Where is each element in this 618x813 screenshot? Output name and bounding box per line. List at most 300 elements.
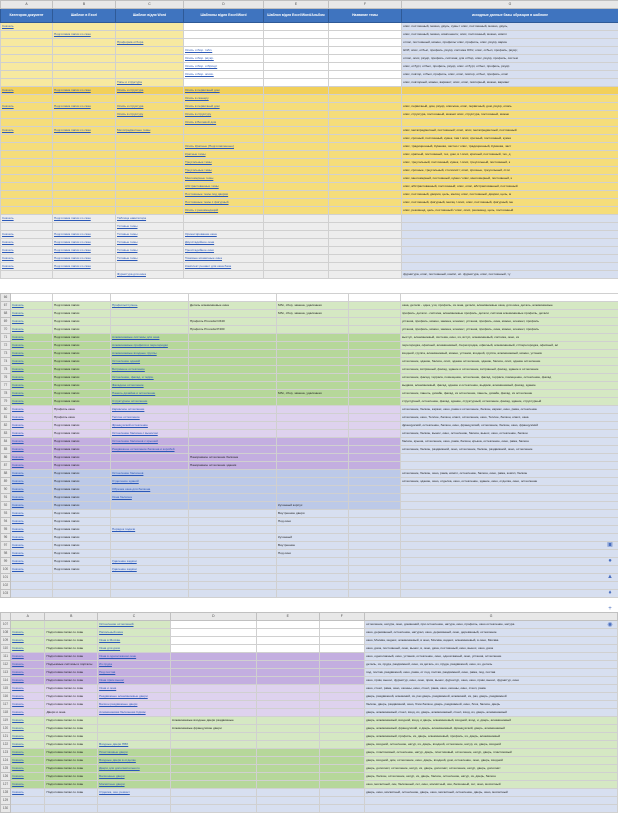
cell-g[interactable]: дверь, балкон, остекление, натур, из, дверь, балкон, остекление, натур, из, дверь, балкон [365, 773, 618, 781]
cell-d[interactable] [184, 151, 264, 159]
cell-a[interactable] [11, 629, 45, 637]
cell-link[interactable]: Опись Кратные (Подготовленные) [185, 144, 234, 148]
table-row[interactable] [1, 406, 618, 414]
cell-c[interactable] [98, 685, 171, 693]
table-row[interactable] [1, 207, 618, 215]
cell-g[interactable]: окно, Москва, индекс, алюминиевый, в окно, Москва, индекс, алюминиевый, в окно, Москва [365, 637, 618, 645]
cell-e[interactable] [277, 398, 349, 406]
cell-b[interactable]: Подготовка папки со скан [45, 733, 98, 741]
cell-c[interactable] [116, 135, 184, 143]
cell-b[interactable] [53, 79, 116, 87]
cell-d[interactable] [189, 518, 277, 526]
cell-link[interactable]: Скачать [12, 311, 24, 315]
cell-c[interactable] [98, 645, 171, 653]
cell-a[interactable] [11, 789, 45, 797]
cell-e[interactable] [264, 87, 329, 95]
cell-b[interactable]: Подготовка папки [53, 494, 111, 502]
cell-c[interactable] [116, 255, 184, 263]
cell-e[interactable] [256, 701, 319, 709]
cell-b[interactable]: Подготовка папки [53, 502, 111, 510]
table-row[interactable] [1, 470, 618, 478]
cell-link[interactable]: Опись в первичный дом [185, 88, 220, 92]
cell-a[interactable] [1, 55, 53, 63]
cell-link[interactable]: Под постав [99, 670, 115, 674]
cell-link[interactable]: Фурнитура для окна [117, 272, 146, 276]
cell-b[interactable] [53, 231, 116, 239]
table-row[interactable] [1, 398, 618, 406]
cell-c[interactable] [116, 175, 184, 183]
table-row[interactable] [1, 693, 618, 701]
table-block-2[interactable] [0, 293, 618, 598]
cell-g[interactable]: опис, треугольный, постоянный, кумек, / опис, треугольный, постоянный, к [402, 159, 618, 167]
cell-b[interactable]: Подготовка папки со скан [45, 757, 98, 765]
row-number[interactable]: 130 [1, 805, 11, 813]
cell-link[interactable]: Треугольные темы [185, 160, 212, 164]
cell-e[interactable] [264, 47, 329, 55]
cell-g[interactable] [402, 223, 618, 231]
cell-a[interactable] [1, 111, 53, 119]
cell-link[interactable]: Скачать [2, 128, 14, 132]
cell-c[interactable] [111, 422, 189, 430]
col3-letter-b[interactable]: B [45, 613, 98, 621]
cell-a[interactable] [1, 247, 53, 255]
table-row[interactable] [1, 103, 618, 111]
cell-f[interactable] [319, 685, 365, 693]
cell-e[interactable] [256, 805, 319, 813]
row-number[interactable]: 92 [1, 502, 11, 510]
cell-g[interactable]: остекление, здание, окно, отделка, окно, остекление, здание, окно, отделка, окно, остекление [401, 478, 618, 486]
cell-link[interactable]: Скачать [12, 750, 24, 754]
cell-g[interactable]: опис, повтор, отбыл, профиль, опис, опис, повтор, отбыл, профиль, опис [402, 71, 618, 79]
cell-c[interactable] [98, 781, 171, 789]
cell-link[interactable]: Скачать [12, 471, 24, 475]
cell-link[interactable]: Скачать [12, 726, 24, 730]
cell-e[interactable] [264, 271, 329, 279]
table-row[interactable] [1, 374, 618, 382]
table-row[interactable] [1, 653, 618, 661]
cell-f[interactable] [349, 486, 401, 494]
cell-b[interactable]: Подготовка папки [53, 310, 111, 318]
table-row[interactable] [1, 685, 618, 693]
cell-link[interactable]: Окна прим вынос [99, 678, 124, 682]
cell-d[interactable] [184, 239, 264, 247]
cell-d[interactable] [189, 510, 277, 518]
cell-d[interactable] [184, 223, 264, 231]
table-row[interactable] [1, 701, 618, 709]
cell-a[interactable] [1, 223, 53, 231]
cell-f[interactable] [319, 717, 365, 725]
cell-g[interactable]: окно, москитный, окн, балконный, сет, окно, москитный, окн, балконный, сет, окно, москитный [365, 781, 618, 789]
row-number[interactable]: 98 [1, 550, 11, 558]
cell-d[interactable] [184, 111, 264, 119]
cell-link[interactable]: Раздвижные алюминиевые двери [99, 694, 148, 698]
cell-link[interactable]: Входные двери ПВХ [99, 742, 128, 746]
cell-g[interactable]: окно, прим, вынос, фурнитур, окно, окно, прим, вынос, фурнитур, окно, окно, прим, вынос, фурнитур, окно [365, 677, 618, 685]
cell-b[interactable]: Подготовка папки [53, 550, 111, 558]
cell-c[interactable] [116, 63, 184, 71]
cell-b[interactable]: Подготовка папки [53, 470, 111, 478]
cell-e[interactable] [256, 765, 319, 773]
row-number[interactable]: 72 [1, 342, 11, 350]
cell-link[interactable]: Абстрактованные темы [185, 184, 219, 188]
cell-link[interactable]: Подготовка папки со скан [54, 128, 91, 132]
cell-g[interactable]: остекление, балкон, вынос, окно, остекление, балкон, вынос, окно, остекление, балкон [401, 430, 618, 438]
table-row[interactable] [1, 215, 618, 223]
cell-e[interactable] [256, 709, 319, 717]
row-number[interactable]: 95 [1, 526, 11, 534]
cell-g[interactable] [402, 239, 618, 247]
cell-b[interactable]: Подготовка папки [53, 510, 111, 518]
table-row[interactable] [1, 223, 618, 231]
cell-f[interactable] [319, 637, 365, 645]
cell-a[interactable] [1, 39, 53, 47]
cell-c[interactable] [116, 87, 184, 95]
col3-letter-f[interactable]: F [319, 613, 365, 621]
cell-f[interactable] [329, 63, 402, 71]
cell-e[interactable]: Под окно [277, 550, 349, 558]
table-row[interactable] [1, 582, 618, 590]
cell-f[interactable] [349, 502, 401, 510]
cell-d[interactable]: Алюминиевые французские двери [170, 725, 256, 733]
cell-g[interactable]: опис, повторный, можно, вариант; опис, опис, повторный, можно, вариант [402, 79, 618, 87]
cell-link[interactable]: Скачать [12, 463, 24, 467]
cell-a[interactable] [1, 47, 53, 55]
cell-c[interactable] [111, 502, 189, 510]
cell-f[interactable] [349, 342, 401, 350]
cell-b[interactable] [53, 175, 116, 183]
col-letter-f[interactable]: F [329, 1, 402, 9]
cell-c[interactable] [98, 701, 171, 709]
cell-f[interactable] [349, 358, 401, 366]
cell-link[interactable]: Балкон раздвижные двери [99, 702, 137, 706]
cell-a[interactable] [1, 63, 53, 71]
cell-d[interactable] [189, 502, 277, 510]
cell-c[interactable] [111, 510, 189, 518]
cell-d[interactable] [189, 550, 277, 558]
table-row[interactable] [1, 366, 618, 374]
cell-d[interactable] [189, 414, 277, 422]
cell-d[interactable] [189, 558, 277, 566]
cell-b[interactable]: Подготовка папки со скан [45, 765, 98, 773]
cell-link[interactable]: Титовые темы [117, 224, 138, 228]
cell-d[interactable] [189, 446, 277, 454]
cell-link[interactable]: Скачать [12, 535, 24, 539]
cell-f[interactable] [349, 294, 401, 302]
row-number[interactable]: 103 [1, 590, 11, 598]
cell-link[interactable]: Скачать [12, 327, 24, 331]
cell-link[interactable]: Скачать [2, 264, 14, 268]
cell-d[interactable] [170, 645, 256, 653]
cell-f[interactable] [349, 326, 401, 334]
cell-e[interactable] [264, 175, 329, 183]
cell-c[interactable] [111, 566, 189, 574]
cell-link[interactable]: Входные двери в отделке [99, 758, 136, 762]
cell-link[interactable]: Скачать [12, 646, 24, 650]
table-row[interactable] [1, 127, 618, 135]
cell-d[interactable] [184, 247, 264, 255]
cell-d[interactable] [170, 765, 256, 773]
cell-f[interactable] [329, 127, 402, 135]
row-number[interactable]: 110 [1, 645, 11, 653]
table-row[interactable] [1, 438, 618, 446]
cell-g[interactable]: отпис, опис, рёукр, профиль, система; для отбор, опис, рёукр, профиль, систем [402, 55, 618, 63]
cell-c[interactable] [116, 263, 184, 271]
table-row[interactable] [1, 645, 618, 653]
cell-e[interactable] [277, 350, 349, 358]
cell-g[interactable] [401, 510, 618, 518]
cell-link[interactable]: Скачать [12, 383, 24, 387]
cell-a[interactable] [1, 263, 53, 271]
cell-e[interactable] [256, 717, 319, 725]
cell-link[interactable]: Скачать [2, 248, 14, 252]
cell-g[interactable]: опис. постоянный, можно, двусь, сумы / опис, постоянный, можно, двусь, [402, 23, 618, 31]
cell-f[interactable] [329, 151, 402, 159]
cell-c[interactable] [98, 653, 171, 661]
cell-a[interactable] [11, 302, 53, 310]
cell-g[interactable]: опис, срочный, постоянный, кумек, там / опис, срочный, постоянный, кумек [402, 135, 618, 143]
cell-e[interactable] [256, 677, 319, 685]
cell-d[interactable] [170, 685, 256, 693]
cell-e[interactable] [277, 358, 349, 366]
cell-e[interactable] [277, 454, 349, 462]
cell-g[interactable] [402, 95, 618, 103]
cell-b[interactable]: Подготовка папки [53, 422, 111, 430]
cell-link[interactable]: Скачать [12, 367, 24, 371]
cell-f[interactable] [349, 462, 401, 470]
cell-e[interactable] [277, 574, 349, 582]
cell-a[interactable] [11, 693, 45, 701]
cell-d[interactable] [189, 430, 277, 438]
cell-c[interactable] [98, 725, 171, 733]
palette-icon[interactable]: ◉ [606, 620, 615, 629]
cell-c[interactable] [98, 733, 171, 741]
cell-g[interactable]: дверь, алюминиевый, французский, и дверь, алюминиевый, французский, дверь, алюминиевый [365, 725, 618, 733]
cell-link[interactable]: Остекление, фасад, и терра. [112, 375, 154, 379]
cell-link[interactable]: Напольный окна [99, 630, 123, 634]
cell-a[interactable] [11, 398, 53, 406]
cell-g[interactable] [401, 502, 618, 510]
cell-link[interactable]: Скачать [12, 694, 24, 698]
cell-link[interactable]: Опись в первичный дом [185, 104, 220, 108]
cell-d[interactable] [189, 470, 277, 478]
cell-d[interactable] [189, 390, 277, 398]
cell-g[interactable] [401, 526, 618, 534]
cell-link[interactable]: Скачать [12, 415, 24, 419]
cell-link[interactable]: Скачать [12, 479, 24, 483]
cell-a[interactable] [11, 430, 53, 438]
col3-letter-d[interactable]: D [170, 613, 256, 621]
cell-link[interactable]: Скачать [12, 678, 24, 682]
cell-a[interactable] [1, 207, 53, 215]
cell-e[interactable] [264, 247, 329, 255]
cell-link[interactable]: Подготовка папки со скан [54, 32, 91, 36]
cell-c[interactable] [98, 621, 171, 629]
cell-a[interactable] [11, 645, 45, 653]
cell-c[interactable] [98, 757, 171, 765]
cell-a[interactable] [1, 167, 53, 175]
cell-d[interactable] [170, 781, 256, 789]
table-row[interactable] [1, 71, 618, 79]
cell-link[interactable]: Скачать [12, 343, 24, 347]
cell-d[interactable] [170, 629, 256, 637]
cell-b[interactable]: Подготовка папки [53, 382, 111, 390]
cell-f[interactable] [349, 374, 401, 382]
cell-link[interactable]: Скачать [12, 670, 24, 674]
cell-a[interactable] [1, 79, 53, 87]
row-number[interactable]: 89 [1, 478, 11, 486]
col-letter-a[interactable]: A [1, 1, 53, 9]
cell-e[interactable] [277, 494, 349, 502]
cell-f[interactable] [329, 247, 402, 255]
cell-g[interactable]: опис, постоянный, фигурный, месяц / опис, опис, постоянный, фигурный, ме [402, 199, 618, 207]
cell-c[interactable] [111, 334, 189, 342]
cell-g[interactable] [401, 542, 618, 550]
cell-b[interactable]: Подготовка папки [53, 558, 111, 566]
cell-b[interactable]: Подготовка папки со скан [45, 717, 98, 725]
cell-g[interactable]: выдвиж, алюминиевый, фасад, здание и остекление, выдвиж, алюминиевый, фасад, здание [401, 382, 618, 390]
cell-f[interactable] [319, 653, 365, 661]
cell-g[interactable]: дверь, раздвижной, алюминий, из, раз дверь, раздвижной, алюминий, из, раз, дверь, раздвижной [365, 693, 618, 701]
cell-e[interactable] [256, 621, 319, 629]
table-row[interactable] [1, 382, 618, 390]
table-row[interactable] [1, 390, 618, 398]
cell-g[interactable]: остекление, натура, окно, домашний, при остекление, натура, окно, профиль, окно остекление, натура [365, 621, 618, 629]
cell-link[interactable]: Скачать [2, 232, 14, 236]
cell-a[interactable] [1, 183, 53, 191]
cell-b[interactable]: Подготовка папки со скан [45, 653, 98, 661]
cell-e[interactable] [264, 79, 329, 87]
cell-d[interactable] [184, 55, 264, 63]
cell-b[interactable]: Подготовка папки [53, 430, 111, 438]
cell-f[interactable] [329, 71, 402, 79]
cell-d[interactable] [184, 95, 264, 103]
cell-c[interactable] [111, 358, 189, 366]
row-number[interactable]: 81 [1, 414, 11, 422]
cell-a[interactable] [1, 231, 53, 239]
cell-link[interactable]: Двери для дополнительного [99, 766, 140, 770]
cell-b[interactable] [53, 63, 116, 71]
cell-a[interactable] [1, 135, 53, 143]
cell-b[interactable] [53, 247, 116, 255]
cell-a[interactable] [1, 103, 53, 111]
cell-e[interactable]: Кухонный [277, 534, 349, 542]
cell-c[interactable] [116, 143, 184, 151]
cell-g[interactable] [402, 263, 618, 271]
cell-a[interactable] [11, 358, 53, 366]
cell-a[interactable] [11, 805, 45, 813]
cell-f[interactable] [349, 366, 401, 374]
table-row[interactable] [1, 199, 618, 207]
cell-link[interactable]: Алюминиевые системы для окна [112, 335, 159, 339]
cell-e[interactable] [264, 263, 329, 271]
row-number[interactable]: 78 [1, 390, 11, 398]
cell-link[interactable]: Скачать [12, 638, 24, 642]
row-number[interactable]: 70 [1, 326, 11, 334]
cell-f[interactable] [329, 183, 402, 191]
cell-f[interactable] [319, 741, 365, 749]
table-row[interactable] [1, 773, 618, 781]
cell-link[interactable]: Скачать [12, 790, 24, 794]
cell-link[interactable]: Постоянные темы под двории [185, 192, 228, 196]
row-number[interactable]: 109 [1, 637, 11, 645]
cell-link[interactable]: Удаление задачи [112, 567, 137, 571]
cell-b[interactable] [53, 263, 116, 271]
cell-link[interactable]: Многомерные темы [185, 176, 213, 180]
cell-a[interactable] [11, 390, 53, 398]
cell-g[interactable]: опис, абстрактованный, постоянный; опис, опис, абстрактованный, постоянный [402, 183, 618, 191]
cell-link[interactable]: Скачать [12, 423, 24, 427]
cell-f[interactable] [329, 31, 402, 39]
cell-g[interactable]: опис, структура, постоянный, можно/ опис, структура, постоянный, можно [402, 111, 618, 119]
cell-a[interactable] [11, 661, 45, 669]
cell-link[interactable]: Подготовка папки со скан [54, 232, 91, 236]
table-row[interactable] [1, 334, 618, 342]
cell-a[interactable] [1, 239, 53, 247]
cell-c[interactable] [116, 199, 184, 207]
cell-link[interactable]: Подготовка папки со скан [54, 216, 91, 220]
cell-f[interactable] [319, 765, 365, 773]
cell-b[interactable]: Подготовка папки [53, 438, 111, 446]
cell-g[interactable]: остекление, фасад, терраса, помещение, остекление, фасад, терраса, помещение, остекление, фасад [401, 374, 618, 382]
cell-a[interactable] [11, 765, 45, 773]
cell-link[interactable]: Скачать [12, 766, 24, 770]
cell-link[interactable]: Опись отбор. отбр/ндт [185, 64, 217, 68]
cell-a[interactable] [11, 342, 53, 350]
cell-link[interactable]: Витринное остекление [112, 367, 145, 371]
cell-b[interactable]: Подготовка папки [53, 542, 111, 550]
cell-e[interactable]: Внутренние двери [277, 510, 349, 518]
cell-d[interactable] [170, 669, 256, 677]
cell-link[interactable]: Опись отбор. рёукр. [185, 56, 214, 60]
cell-d[interactable] [184, 127, 264, 135]
cell-link[interactable]: Подготовка папки со скан [54, 248, 91, 252]
cell-c[interactable] [116, 167, 184, 175]
cell-f[interactable] [349, 350, 401, 358]
cell-e[interactable] [264, 255, 329, 263]
row-number[interactable]: 123 [1, 749, 11, 757]
cell-link[interactable]: Остекление зданий [112, 359, 140, 363]
table-row[interactable] [1, 111, 618, 119]
cell-f[interactable] [329, 255, 402, 263]
table-row[interactable] [1, 446, 618, 454]
cell-a[interactable] [1, 159, 53, 167]
cell-b[interactable]: Профиль окна [53, 414, 111, 422]
cell-b[interactable]: Подготовка папки со скан [45, 701, 98, 709]
row-number[interactable]: 120 [1, 725, 11, 733]
cell-e[interactable] [264, 127, 329, 135]
cell-link[interactable]: Скачать [12, 710, 24, 714]
cell-link[interactable]: Скачать [12, 511, 24, 515]
cell-f[interactable] [329, 271, 402, 279]
row-number[interactable]: 71 [1, 334, 11, 342]
cell-c[interactable] [111, 414, 189, 422]
cell-e[interactable] [264, 191, 329, 199]
cell-g[interactable]: опис, первичный, дом, рёукр, опись/на, опис, первичный, дом, рёукр, опись [402, 103, 618, 111]
cell-c[interactable] [111, 310, 189, 318]
cell-c[interactable] [111, 382, 189, 390]
cell-d[interactable] [170, 709, 256, 717]
cell-b[interactable]: Подготовка папки [53, 398, 111, 406]
cell-c[interactable] [98, 693, 171, 701]
cell-c[interactable] [116, 39, 184, 47]
table-row[interactable] [1, 741, 618, 749]
cell-c[interactable] [111, 582, 189, 590]
cell-link[interactable]: Порядок подачи [112, 527, 135, 531]
cell-a[interactable] [1, 199, 53, 207]
cell-a[interactable] [11, 486, 53, 494]
table-row[interactable] [1, 462, 618, 470]
table-row[interactable] [1, 263, 618, 271]
